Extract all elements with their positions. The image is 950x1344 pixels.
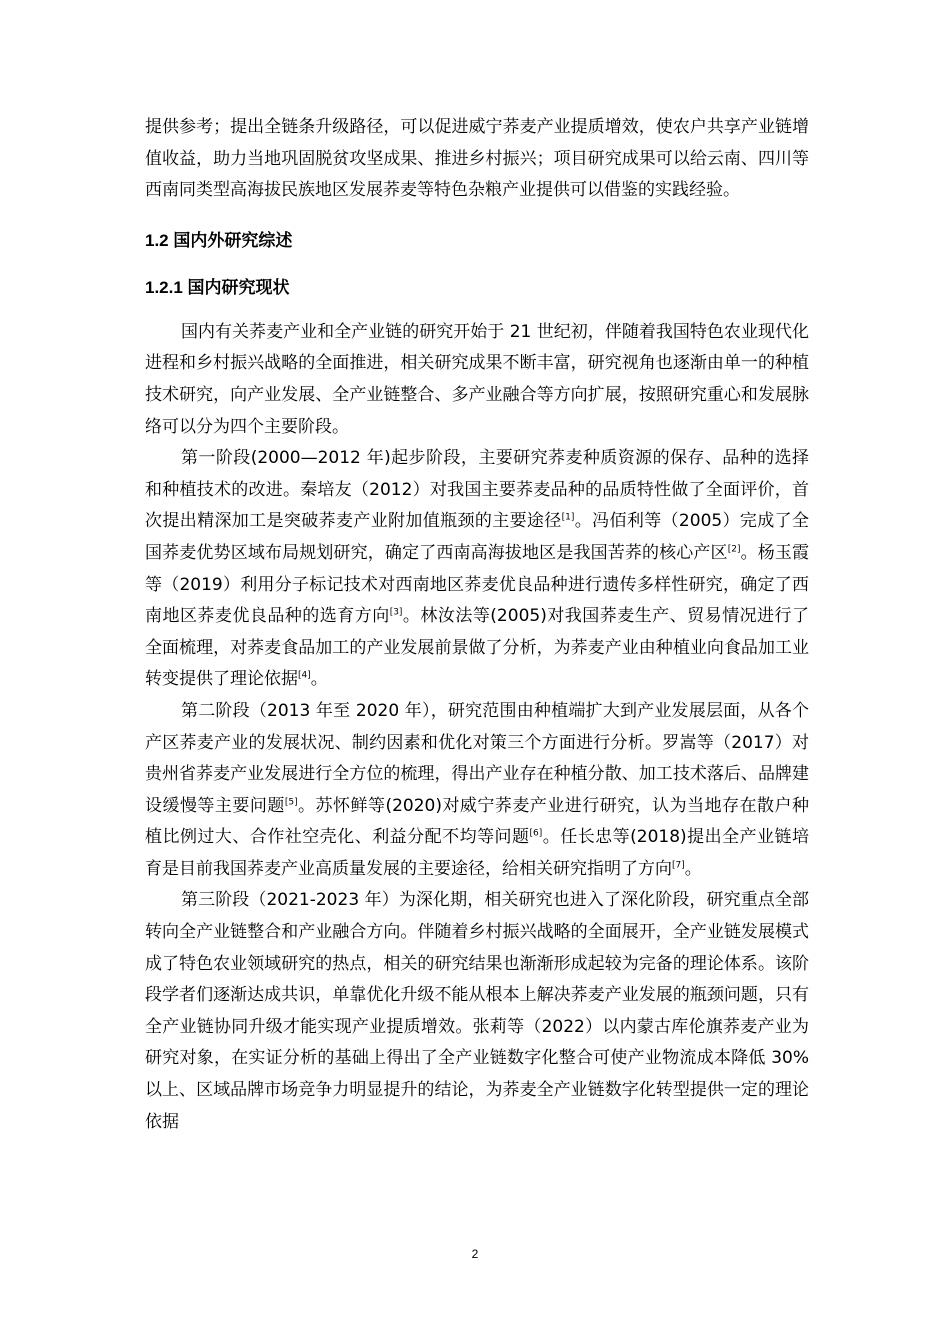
paragraph-overview: 国内有关荞麦产业和全产业链的研究开始于 21 世纪初，伴随着我国特色农业现代化进程和乡村振兴战略的全面推进，相关研究成果不断丰富，研究视角也逐渐由单一的种植技术研究，向产业发展、全产业链整合、多产业融合等方向扩展，按照研究重心和发展脉络可以分为四个主要阶段。 [145, 321, 809, 437]
page-number: 2 [471, 1247, 479, 1261]
paragraph-text: 第二阶段（2013 年至 2020 年），研究范围由种植端扩大到产业发展层面，从各个产区荞麦产业的发展状况、制约因素和优化对策三个方面进行分析。罗嵩等（2017）对贵州省荞麦产业发展进行全方位的梳理，得出产业存在种植分散、加工技术落后、品牌建设缓慢等主要问题 [145, 700, 809, 816]
page-content [145, 112, 809, 1138]
paragraph-text: 。冯佰利等（2005）完成了全国荞麦优势区域布局规划研究，确定了西南高海拔地区是我国苦荞的核心产区 [145, 511, 809, 563]
paragraph-text: 。林汝法等(2005)对我国荞麦生产、贸易情况进行了全面梳理，对荞麦食品加工的产业发展前景做了分析，为荞麦产业由种植业向食品加工业转变提供了理论依据 [145, 606, 809, 690]
intro-paragraph: 提供参考；提出全链条升级路径，可以促进威宁荞麦产业提质增效，使农户共享产业链增值收益，助力当地巩固脱贫攻坚成果、推进乡村振兴；项目研究成果可以给云南、四川等西南同类型高海拔民族地区发展荞麦等特色杂粮产业提供可以借鉴的实践经验。 [145, 117, 809, 201]
paragraph-text: 。任长忠等(2018)提出全产业链培育是目前我国荞麦产业高质量发展的主要途径，给相关研究指明了方向 [145, 827, 810, 879]
paragraph-text: 。 [310, 669, 328, 690]
paragraph-text: 第一阶段(2000—2012 年)起步阶段，主要研究荞麦种质资源的保存、品种的选择和种植技术的改进。秦培友（2012）对我国主要荞麦品种的品质特性做了全面评价，首次提出精深加工是突破荞麦产业附加值瓶颈的主要途径 [145, 448, 809, 532]
subsection-heading: 1.2.1 国内研究现状 [145, 277, 290, 297]
paragraph-stage-one [145, 443, 809, 696]
citation-ref: [5] [284, 797, 298, 808]
paragraph-stage-two [145, 696, 809, 886]
paragraph-text: 。杨玉霞等（2019）利用分子标记技术对西南地区荞麦优良品种进行遗传多样性研究，确定了西南地区荞麦优良品种的选育方向 [145, 542, 810, 627]
citation-ref: [2] [727, 544, 741, 555]
citation-ref: [1] [561, 512, 575, 523]
citation-ref: [4] [298, 670, 311, 681]
paragraph-text: 。苏怀鲜等(2020)对威宁荞麦产业进行研究，认为当地存在散户种植比例过大、合作社空壳化、利益分配不均等问题 [145, 795, 810, 848]
paragraph-stage-three: 第三阶段（2021-2023 年）为深化期，相关研究也进入了深化阶段，研究重点全部转向全产业链整合和产业融合方向。伴随着乡村振兴战略的全面展开，全产业链发展模式成了特色农业领域研究的热点，相关的研究结果也渐渐形成起较为完备的理论体系。该阶段学者们逐渐达成共识，单靠优化升级不能从根本上解决荞麦产业发展的瓶颈问题，只有全产业链协同升级才能实现产业提质增效。张莉等（2022）以内蒙古库伦旗荞麦产业为研究对象，在实证分析的基础上得出了全产业链数字化整合可使产业物流成本降低 30%以上、区域品牌市场竞争力明显提升的结论，为荞麦全产业链数字化转型提供一定的理论依据 [145, 890, 809, 1132]
citation-ref: [3] [389, 607, 403, 618]
paragraph-text: 。 [684, 858, 702, 879]
citation-ref: [6] [529, 828, 543, 839]
section-heading: 1.2 国内外研究综述 [145, 230, 293, 250]
citation-ref: [7] [672, 860, 685, 871]
